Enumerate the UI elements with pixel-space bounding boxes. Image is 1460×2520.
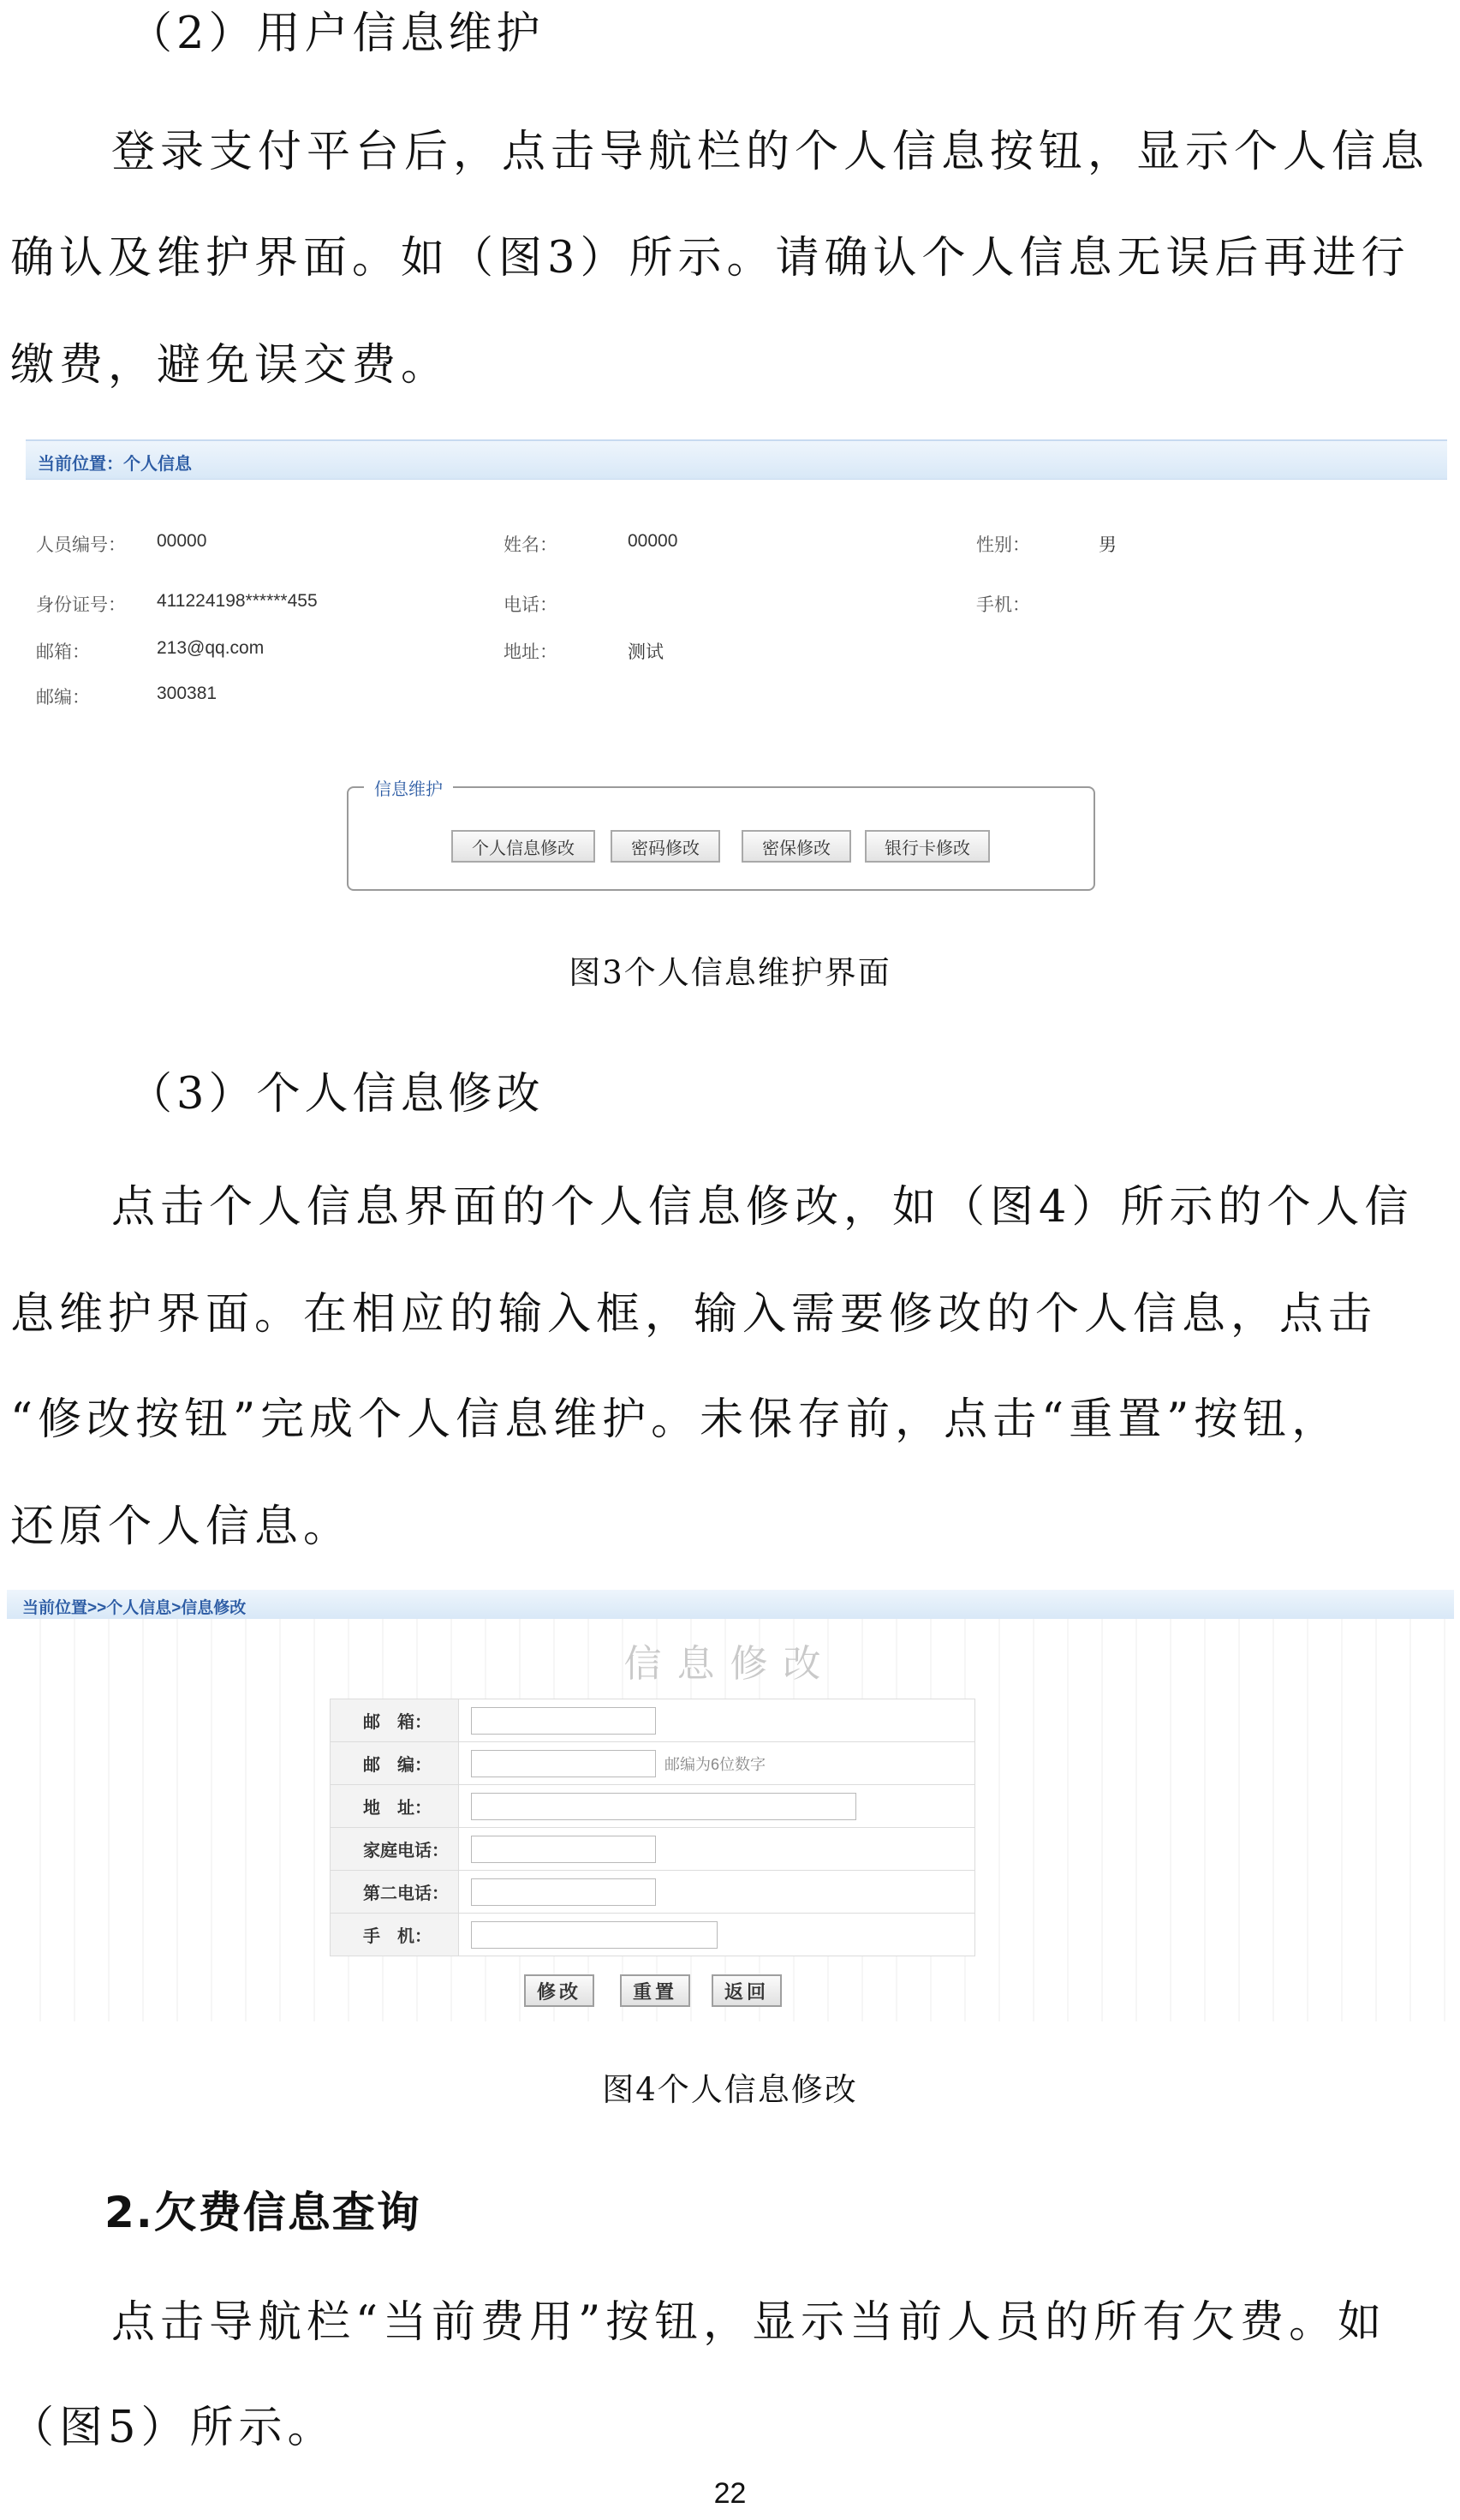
zip-hint: 邮编为6位数字 — [664, 1755, 766, 1773]
paragraph-line: 登录支付平台后，点击导航栏的个人信息按钮，显示个人信息 — [111, 127, 1430, 177]
reset-button[interactable]: 重置 — [620, 1974, 690, 2007]
address-field-label: 地 址： — [331, 1785, 459, 1828]
page-number: 22 — [713, 2477, 747, 2510]
staff-no-label: 人员编号： — [36, 535, 126, 555]
figure-3-screenshot — [26, 433, 1454, 724]
address-value: 测试 — [628, 642, 664, 662]
zip-field-label: 邮 编： — [331, 1742, 459, 1785]
paragraph-line: 点击导航栏“当前费用”按钮，显示当前人员的所有欠费。如 — [111, 2297, 1387, 2348]
mobile-label: 手机： — [976, 595, 1030, 615]
security-question-edit-button[interactable]: 密保修改 — [742, 830, 851, 863]
form-row-home-phone — [331, 1828, 975, 1871]
zip-value: 300381 — [157, 684, 218, 703]
form-row-address — [331, 1785, 975, 1828]
mobile-field-label: 手 机： — [331, 1914, 459, 1956]
paragraph-line: 点击个人信息界面的个人信息修改，如（图4）所示的个人信 — [111, 1182, 1414, 1233]
password-edit-button[interactable]: 密码修改 — [611, 830, 720, 863]
back-button[interactable]: 返回 — [712, 1974, 782, 2007]
breadcrumb: 当前位置：个人信息 — [26, 439, 1447, 480]
second-phone-field[interactable] — [471, 1878, 656, 1906]
info-edit-form — [330, 1699, 975, 1956]
name-label: 姓名： — [504, 535, 557, 555]
id-label: 身份证号： — [36, 595, 126, 615]
gender-label: 性别： — [976, 535, 1030, 555]
form-row-email — [331, 1699, 975, 1742]
mobile-field[interactable] — [471, 1921, 718, 1949]
paragraph-line: 缴费，避免误交费。 — [10, 340, 450, 391]
id-value: 411224198******455 — [157, 591, 318, 611]
form-title: 信息修改 — [623, 1642, 837, 1686]
paragraph-line: 还原个人信息。 — [10, 1502, 353, 1552]
home-phone-field-label: 家庭电话： — [331, 1828, 459, 1871]
figure-4-caption: 图4个人信息修改 — [602, 2071, 858, 2108]
home-phone-field[interactable] — [471, 1836, 656, 1863]
paragraph-line: 息维护界面。在相应的输入框，输入需要修改的个人信息，点击 — [10, 1289, 1378, 1340]
email-field-label: 邮 箱： — [331, 1699, 459, 1742]
zip-label: 邮编： — [36, 688, 90, 708]
section-heading-modify: （3）个人信息修改 — [128, 1069, 545, 1120]
email-field[interactable] — [471, 1707, 656, 1735]
phone-label: 电话： — [504, 595, 557, 615]
form-row-second-phone — [331, 1871, 975, 1914]
bank-card-edit-button[interactable]: 银行卡修改 — [865, 830, 990, 863]
gender-value: 男 — [1099, 535, 1117, 555]
zip-field[interactable] — [471, 1750, 656, 1777]
address-label: 地址： — [504, 642, 557, 662]
staff-no-value: 00000 — [157, 531, 207, 551]
paragraph-line: 确认及维护界面。如（图3）所示。请确认个人信息无误后再进行 — [10, 233, 1410, 284]
paragraph-line: “修改按钮”完成个人信息维护。未保存前，点击“重置”按钮， — [10, 1394, 1341, 1445]
second-phone-field-label: 第二电话： — [331, 1871, 459, 1914]
info-maintain-legend: 信息维护 — [364, 775, 453, 800]
section-heading-arrears: 2.欠费信息查询 — [104, 2188, 421, 2237]
modify-button[interactable]: 修改 — [524, 1974, 594, 2007]
figure-3-caption: 图3个人信息维护界面 — [569, 954, 891, 991]
section-heading-user-maintain: （2）用户信息维护 — [128, 9, 545, 59]
paragraph-line: （图5）所示。 — [10, 2403, 337, 2453]
email-value: 213@qq.com — [157, 638, 265, 658]
address-field[interactable] — [471, 1793, 856, 1820]
form-row-zip — [331, 1742, 975, 1785]
breadcrumb: 当前位置>>个人信息>信息修改 — [7, 1590, 1454, 1620]
name-value: 00000 — [628, 531, 678, 551]
personal-info-edit-button[interactable]: 个人信息修改 — [451, 830, 595, 863]
email-label: 邮箱： — [36, 642, 90, 662]
form-row-mobile — [331, 1914, 975, 1956]
